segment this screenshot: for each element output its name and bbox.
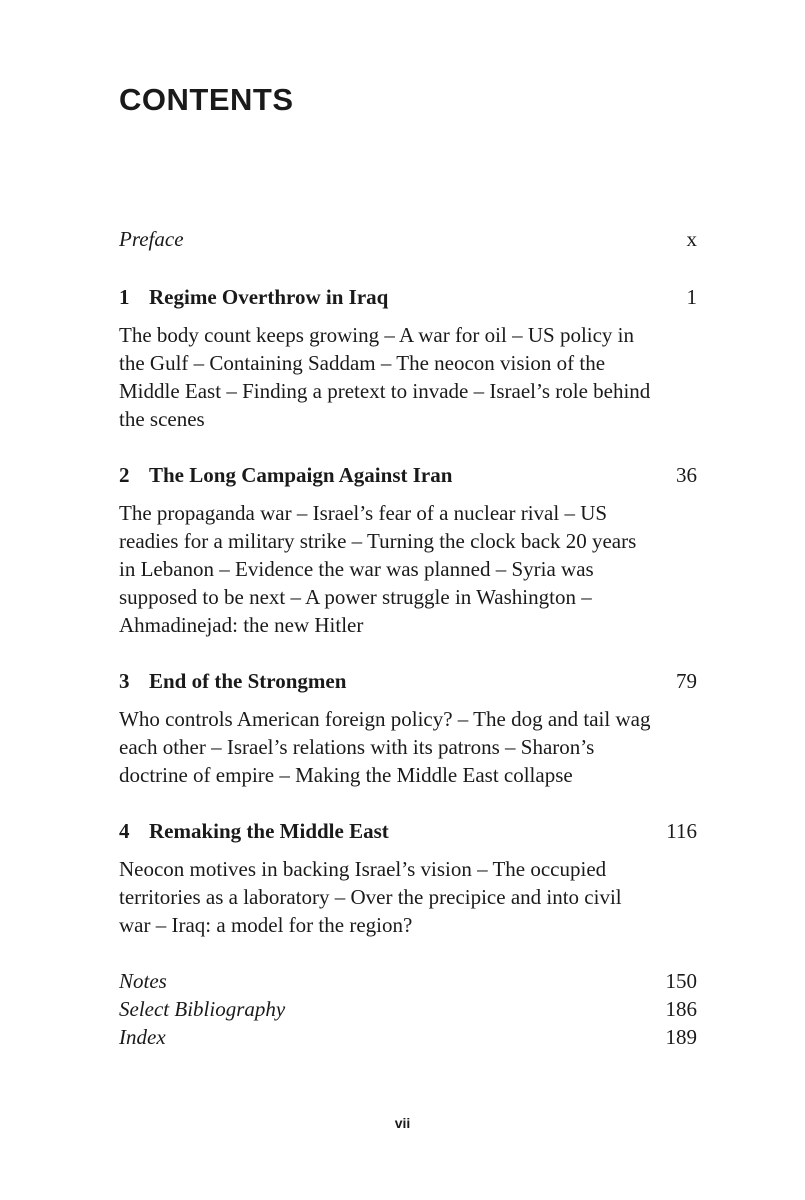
entry-page-number: 186 xyxy=(665,997,697,1021)
toc-entry-select-bibliography[interactable] xyxy=(119,995,697,1023)
toc-entry-chapter-1[interactable] xyxy=(119,283,697,311)
chapter-number: 3 xyxy=(119,669,130,693)
chapter-title: Remaking the Middle East xyxy=(149,819,389,843)
entry-label: Index xyxy=(119,1025,166,1049)
entry-page-number: 1 xyxy=(686,285,697,309)
entry-label: Select Bibliography xyxy=(119,997,286,1021)
entry-page-number: 189 xyxy=(665,1025,697,1049)
chapter-number: 1 xyxy=(119,285,130,309)
back-matter xyxy=(119,967,697,1051)
chapter-number: 2 xyxy=(119,463,130,487)
entry-page-number: x xyxy=(686,227,697,251)
toc-entry-chapter-4[interactable] xyxy=(119,817,697,845)
toc-entry-index[interactable] xyxy=(119,1023,697,1051)
entry-page-number: 116 xyxy=(666,819,697,843)
toc-entry-notes[interactable] xyxy=(119,967,697,995)
chapter-number: 4 xyxy=(119,819,130,843)
page-title: CONTENTS xyxy=(119,82,294,117)
chapter-summary: The body count keeps growing – A war for oil – US policy in the Gulf – Containing Saddam – The neocon vision of the Middle East – Finding a pretext to invade – Israel’s role behind the scenes xyxy=(119,323,651,431)
page-folio: vii xyxy=(394,1115,411,1131)
chapter-title: Regime Overthrow in Iraq xyxy=(149,285,389,309)
chapter-summary: Neocon motives in backing Israel’s vision – The occupied territories as a laboratory – Over the precipice and into civil war – Iraq: a model for the region? xyxy=(119,857,622,937)
entry-page-number: 150 xyxy=(665,969,697,993)
toc-entry-preface[interactable] xyxy=(119,225,697,253)
toc-entry-chapter-2[interactable] xyxy=(119,461,697,489)
entry-label: Preface xyxy=(119,227,184,251)
chapter-entry xyxy=(119,667,697,789)
chapter-entry xyxy=(119,817,697,939)
entry-page-number: 36 xyxy=(676,463,697,487)
chapter-entry xyxy=(119,283,697,433)
entry-label: Notes xyxy=(119,969,167,993)
chapter-title: The Long Campaign Against Iran xyxy=(149,463,453,487)
chapter-title: End of the Strongmen xyxy=(149,669,347,693)
toc-entry-chapter-3[interactable] xyxy=(119,667,697,695)
chapter-summary: Who controls American foreign policy? – The dog and tail wag each other – Israel’s relations with its patrons – Sharon’s doctrine of empire – Making the Middle East collapse xyxy=(119,707,651,787)
chapter-entry xyxy=(119,461,697,639)
chapter-summary: The propaganda war – Israel’s fear of a nuclear rival – US readies for a military strike – Turning the clock back 20 years in Lebanon – Evidence the war was planned – Syria was supposed to be next – A power struggle in Washington – Ahmadinejad: the new Hitler xyxy=(119,501,637,637)
table-of-contents xyxy=(119,225,697,1051)
entry-page-number: 79 xyxy=(676,669,697,693)
